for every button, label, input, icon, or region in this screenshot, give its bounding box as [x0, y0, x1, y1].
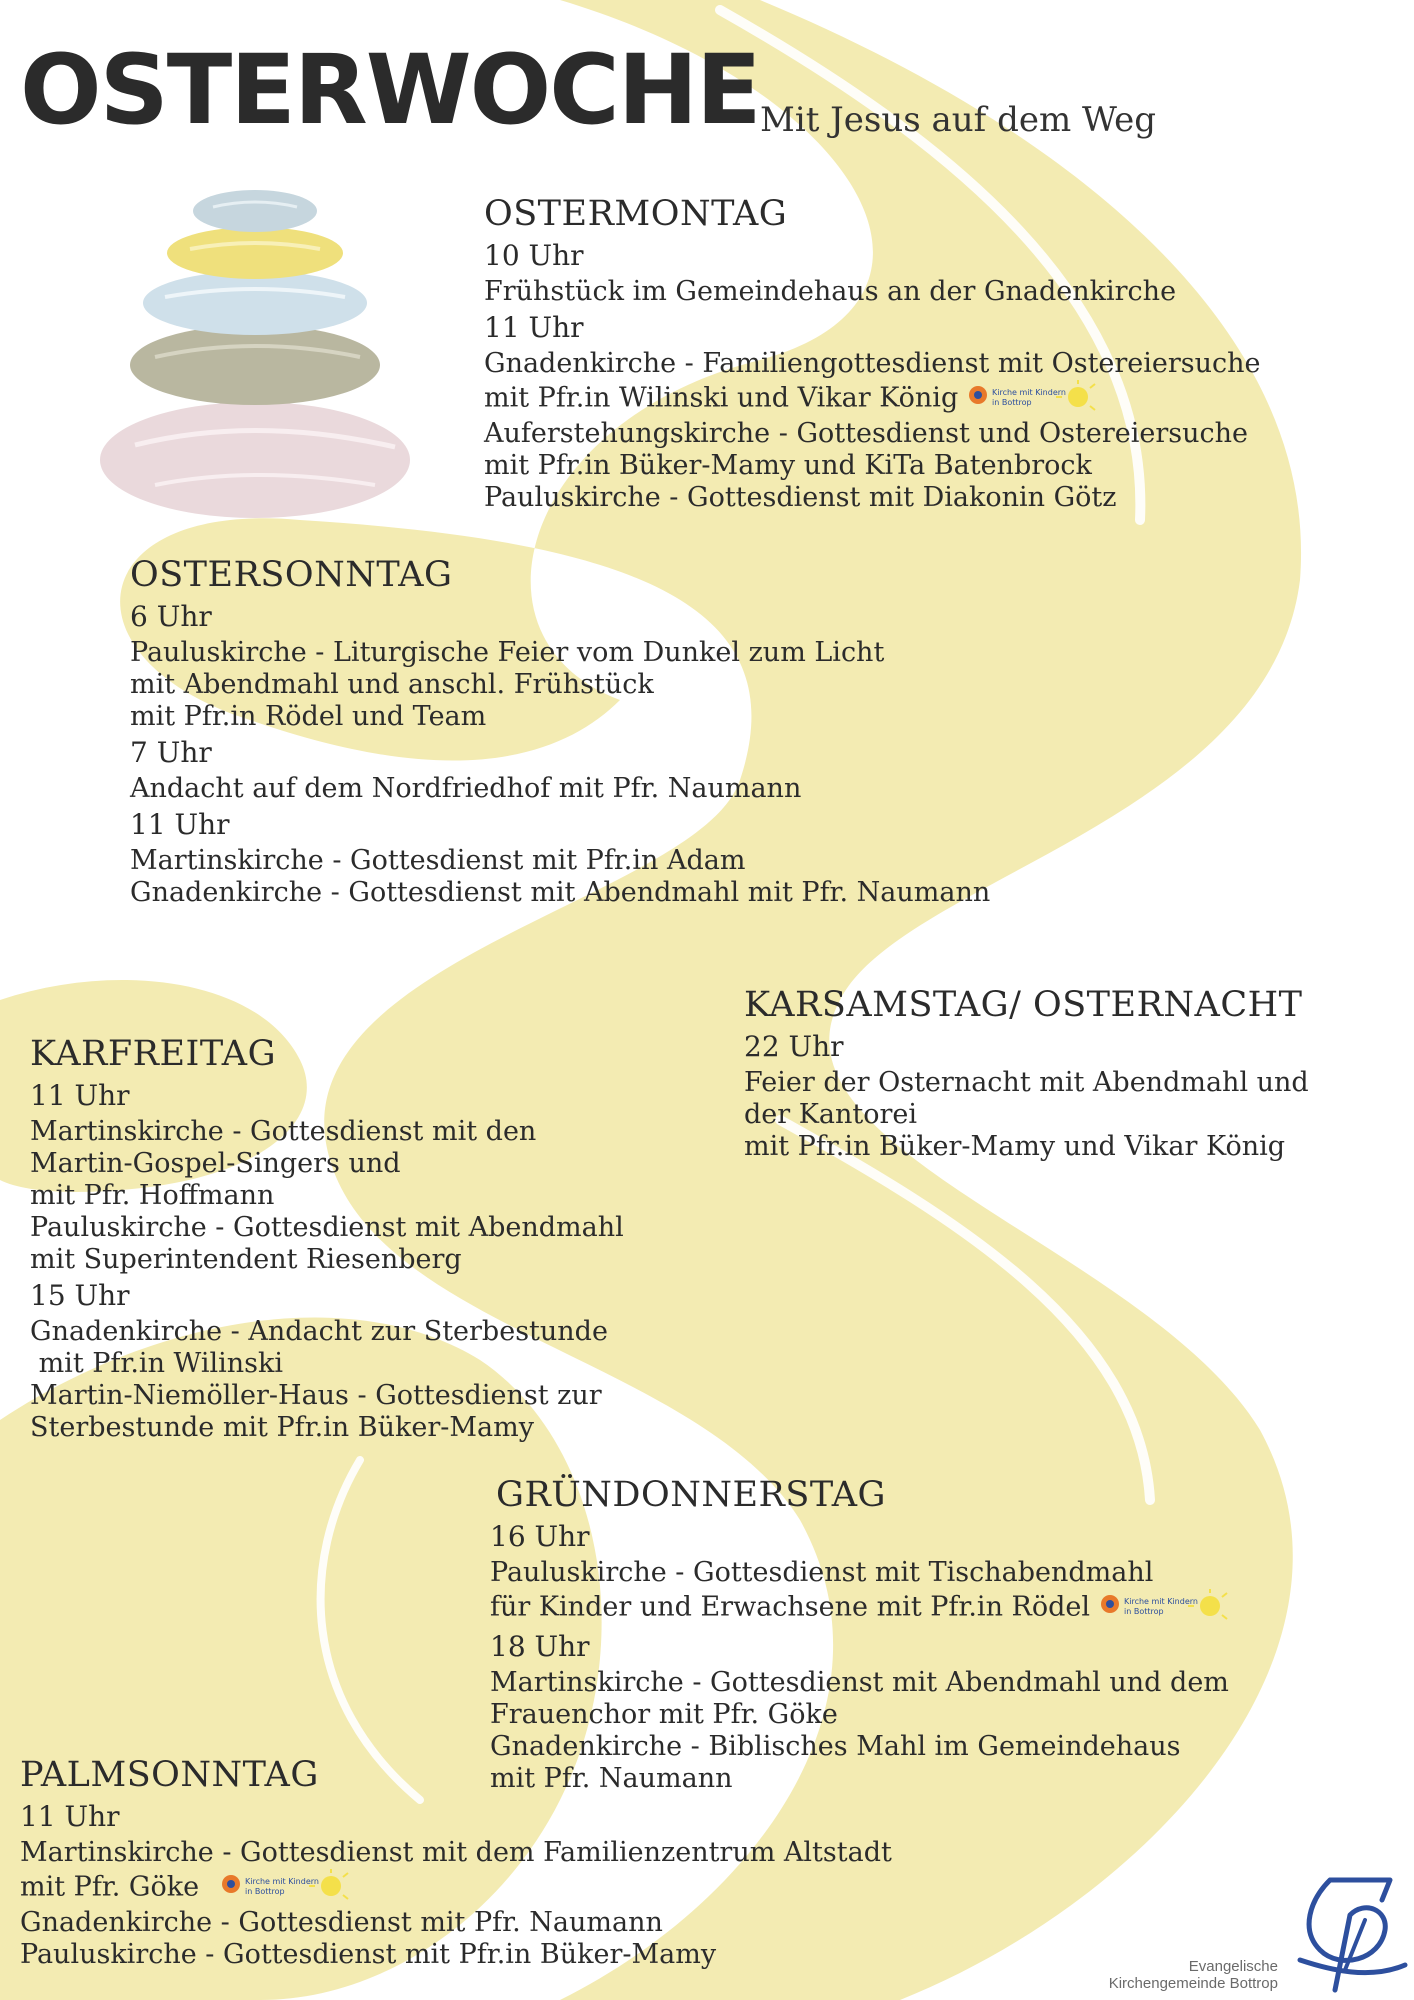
- event-line: Pauluskirche - Gottesdienst mit Abendmahl: [30, 1212, 624, 1243]
- badge-text-line2: in Bottrop: [992, 398, 1032, 407]
- section-gruendonnerstag: [490, 1473, 1230, 1795]
- badge-text-line2: in Bottrop: [245, 1887, 285, 1896]
- badge-text-line1: Kirche mit Kindern: [1124, 1597, 1198, 1606]
- kirche-mit-kindern-badge: [1098, 1589, 1230, 1627]
- event-line: Martin-Gospel-Singers und: [30, 1148, 401, 1179]
- organization-name: [1040, 1958, 1278, 1992]
- event-line: Pauluskirche - Liturgische Feier vom Dunkel zum Licht: [130, 637, 885, 668]
- page-title: OSTERWOCHE: [20, 34, 760, 146]
- event-line: Gnadenkirche - Biblisches Mahl im Gemeindehaus: [490, 1731, 1181, 1762]
- event-line: Martinskirche - Gottesdienst mit Abendmahl und dem: [490, 1667, 1229, 1698]
- event-line: Frauenchor mit Pfr. Göke: [490, 1699, 838, 1730]
- event-line: mit Pfr. Naumann: [490, 1763, 733, 1794]
- event-line: Martinskirche - Gottesdienst mit dem Familienzentrum Altstadt: [20, 1837, 892, 1868]
- section-karfreitag: [30, 1032, 624, 1444]
- event-line: Andacht auf dem Nordfriedhof mit Pfr. Naumann: [130, 773, 802, 804]
- section-title: PALMSONNTAG: [20, 1755, 319, 1795]
- event-line: Pauluskirche - Gottesdienst mit Diakonin Götz: [484, 482, 1117, 513]
- event-line: Auferstehungskirche - Gottesdienst und Ostereiersuche: [484, 418, 1248, 449]
- time-label: 18 Uhr: [490, 1630, 590, 1663]
- church-logo-icon: [1270, 1870, 1410, 2000]
- section-ostersonntag: [130, 553, 990, 909]
- event-line: Pauluskirche - Gottesdienst mit Pfr.in Büker-Mamy: [20, 1939, 717, 1970]
- time-label: 16 Uhr: [490, 1520, 590, 1553]
- event-line: mit Abendmahl und anschl. Frühstück: [130, 669, 654, 700]
- stacked-stones-illustration: [95, 185, 425, 520]
- time-label: 7 Uhr: [130, 736, 212, 769]
- event-line: Frühstück im Gemeindehaus an der Gnadenkirche: [484, 276, 1177, 307]
- event-line: Martinskirche - Gottesdienst mit den: [30, 1116, 537, 1147]
- badge-text-line2: in Bottrop: [1124, 1607, 1164, 1616]
- event-line: mit Pfr.in Büker-Mamy und KiTa Batenbrock: [484, 450, 1092, 481]
- event-line: Gnadenkirche - Familiengottesdienst mit Ostereiersuche: [484, 348, 1261, 379]
- event-line: Gnadenkirche - Andacht zur Sterbestunde: [30, 1316, 608, 1347]
- time-label: 15 Uhr: [30, 1279, 130, 1312]
- section-title: GRÜNDONNERSTAG: [496, 1475, 886, 1515]
- section-karsamstag: [744, 983, 1309, 1163]
- kirche-mit-kindern-badge: [219, 1869, 351, 1907]
- section-title: KARFREITAG: [30, 1034, 277, 1074]
- time-label: 11 Uhr: [30, 1079, 130, 1112]
- event-line: mit Superintendent Riesenberg: [30, 1244, 462, 1275]
- section-title: KARSAMSTAG/ OSTERNACHT: [744, 985, 1303, 1025]
- time-label: 10 Uhr: [484, 239, 584, 272]
- badge-text-line1: Kirche mit Kindern: [992, 388, 1067, 397]
- event-line: Gnadenkirche - Gottesdienst mit Pfr. Naumann: [20, 1907, 663, 1938]
- time-label: 6 Uhr: [130, 600, 212, 633]
- time-label: 11 Uhr: [484, 311, 584, 344]
- event-line: Feier der Osternacht mit Abendmahl und: [744, 1067, 1309, 1098]
- event-line-with-badge: [490, 1589, 1230, 1627]
- time-label: 11 Uhr: [20, 1800, 120, 1833]
- event-line: mit Pfr. Hoffmann: [30, 1180, 275, 1211]
- page-subtitle: Mit Jesus auf dem Weg: [760, 100, 1157, 140]
- section-title: OSTERSONNTAG: [130, 555, 453, 595]
- org-line-2: Kirchengemeinde Bottrop: [1108, 1975, 1278, 1992]
- event-line: der Kantorei: [744, 1099, 918, 1130]
- time-label: 11 Uhr: [130, 808, 230, 841]
- event-line: Sterbestunde mit Pfr.in Büker-Mamy: [30, 1412, 534, 1443]
- section-ostermontag: [484, 192, 1261, 514]
- kirche-mit-kindern-badge: [966, 380, 1098, 418]
- event-line: mit Pfr.in Rödel und Team: [130, 701, 487, 732]
- event-line: mit Pfr.in Wilinski: [30, 1348, 283, 1379]
- org-line-1: Evangelische: [1188, 1958, 1278, 1975]
- event-line-text: mit Pfr.in Wilinski und Vikar König: [484, 382, 959, 414]
- event-line: Martinskirche - Gottesdienst mit Pfr.in Adam: [130, 845, 746, 876]
- event-line-with-badge: [20, 1869, 892, 1907]
- event-line: Martin-Niemöller-Haus - Gottesdienst zur: [30, 1380, 602, 1411]
- event-line: Gnadenkirche - Gottesdienst mit Abendmahl mit Pfr. Naumann: [130, 877, 991, 908]
- badge-text-line1: Kirche mit Kindern: [245, 1877, 320, 1886]
- event-line-text: mit Pfr. Göke: [20, 1871, 200, 1903]
- time-label: 22 Uhr: [744, 1030, 844, 1063]
- section-title: OSTERMONTAG: [484, 194, 788, 234]
- event-line-text: für Kinder und Erwachsene mit Pfr.in Rödel: [490, 1591, 1091, 1623]
- section-palmsonntag: [20, 1753, 892, 1971]
- event-line: mit Pfr.in Büker-Mamy und Vikar König: [744, 1131, 1286, 1162]
- event-line: Pauluskirche - Gottesdienst mit Tischabendmahl: [490, 1557, 1154, 1588]
- event-line-with-badge: [484, 380, 1261, 418]
